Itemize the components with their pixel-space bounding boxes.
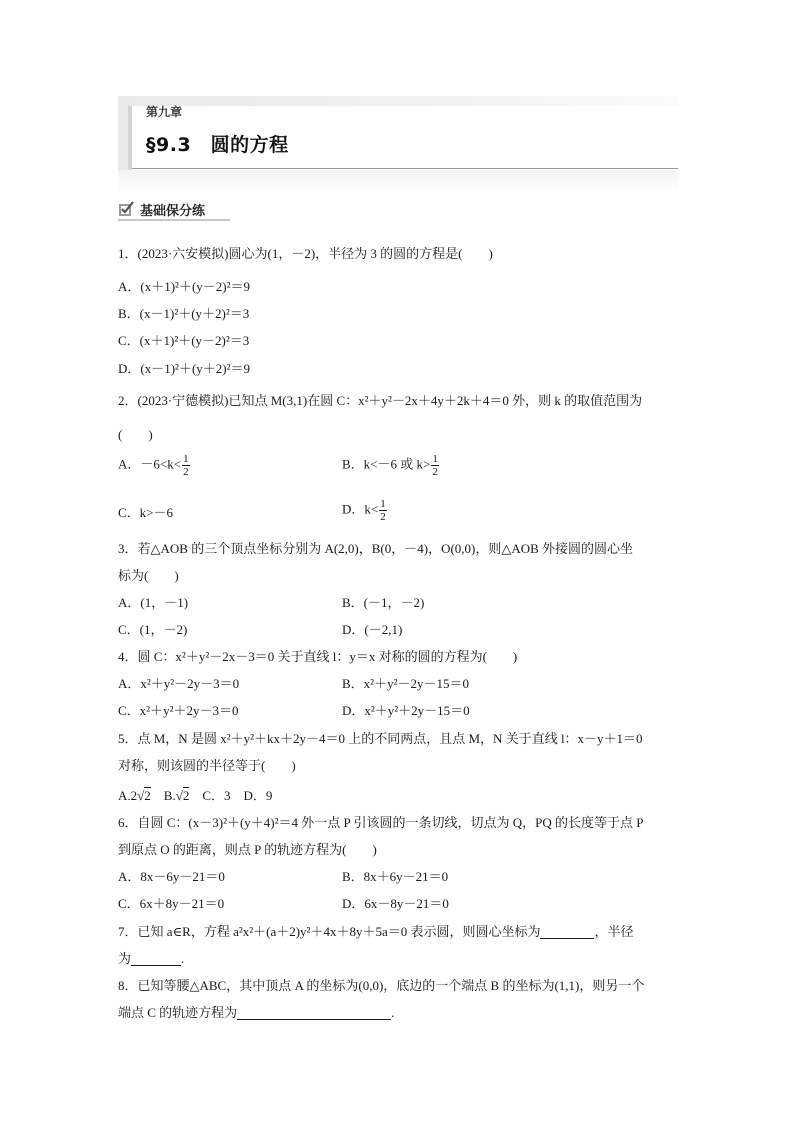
q2-option-d-text: D．k< (342, 501, 379, 517)
q3-option-b: B．(－1，－2) (342, 595, 425, 610)
q1-stem: 1．(2023·六安模拟)圆心为(1，－2)，半径为 3 的圆的方程是( ) (118, 246, 493, 261)
sqrt-sign: √ (137, 788, 145, 803)
q2-option-d (342, 498, 388, 523)
answer-blank[interactable] (131, 951, 181, 966)
q3-option-a: A．(1，－1) (118, 595, 189, 610)
sqrt-sign: √ (175, 788, 183, 803)
section-label: 基础保分练 (140, 204, 206, 219)
q7-stem-cont (118, 950, 184, 968)
q1-option-a: A．(x＋1)²＋(y－2)²＝9 (118, 279, 250, 294)
q8-stem-cont (118, 1004, 394, 1022)
fraction-den: 2 (380, 511, 386, 523)
fraction-num: 1 (183, 453, 189, 465)
q3-stem: 3．若△AOB 的三个顶点坐标分别为 A(2,0)，B(0，－4)，O(0,0)，则△AOB 外接圆的圆心坐 (118, 541, 634, 556)
q6-option-a: A．8x－6y－21＝0 (118, 869, 225, 884)
q3-stem-cont: 标为( ) (118, 568, 179, 583)
q4-option-a: A．x²＋y²－2y－3＝0 (118, 676, 240, 691)
q4-option-c: C．x²＋y²＋2y－3＝0 (118, 703, 239, 718)
q5-option-a: A.2 (118, 788, 138, 803)
q2-stem: 2．(2023·宁德模拟)已知点 M(3,1)在圆 C：x²＋y²－2x＋4y＋2k＋4＝0 外，则 k 的取值范围为 (118, 393, 643, 408)
q5-options (118, 787, 272, 805)
q5-option-a-radicand: 2 (144, 788, 151, 803)
q2-option-b (342, 453, 440, 478)
q5-option-cd: C．3 D．9 (202, 788, 273, 803)
q6-stem-cont: 到原点 O 的距离，则点 P 的轨迹方程为( ) (118, 842, 377, 857)
q4-stem: 4．圆 C：x²＋y²－2x－3＝0 关于直线 l：y＝x 对称的圆的方程为( ) (118, 649, 518, 664)
q7-stem-text: 7．已知 a∈R，方程 a²x²＋(a＋2)y²＋4x＋8y＋5a＝0 表示圆，则圆心坐标为 (118, 924, 541, 939)
banner-divider (132, 168, 678, 169)
q2-option-a (118, 453, 191, 478)
q7-stem-text-4: . (181, 951, 185, 966)
q6-option-b: B．8x＋6y－21＝0 (342, 869, 449, 884)
chapter-label: 第九章 (146, 105, 183, 119)
q4-option-d: D．x²＋y²＋2y－15＝0 (342, 703, 470, 718)
q5-stem-cont: 对称，则该圆的半径等于( ) (118, 758, 296, 773)
q6-option-c: C．6x＋8y－21＝0 (118, 896, 225, 911)
q5-stem: 5．点 M，N 是圆 x²＋y²＋kx＋2y－4＝0 上的不同两点，且点 M，N 关于直线 l：x－y＋1＝0 (118, 731, 643, 746)
q1-option-c: C．(x＋1)²＋(y－2)²＝3 (118, 333, 250, 348)
q8-stem-text: 端点 C 的轨迹方程为 (118, 1005, 238, 1020)
checkbox-check-icon (118, 201, 134, 217)
q7-stem (118, 923, 634, 941)
q2-option-b-text: B．k<－6 或 k> (342, 456, 431, 472)
q5-option-b: B. (163, 788, 176, 803)
q2-option-c: C．k>－6 (118, 505, 174, 520)
section-heading (118, 199, 230, 221)
q3-option-d: D．(－2,1) (342, 622, 403, 637)
answer-blank[interactable] (237, 1005, 391, 1020)
q2-stem-cont: ( ) (118, 427, 153, 442)
fraction-num: 1 (380, 498, 386, 510)
q2-option-a-text: A．－6<k< (118, 456, 182, 472)
section-underline (118, 219, 230, 221)
q8-stem: 8．已知等腰△ABC，其中顶点 A 的坐标为(0,0)，底边的一个端点 B 的坐标为(1,1)，则另一个 (118, 978, 645, 993)
fraction (379, 498, 387, 523)
q5-option-b-radicand: 2 (182, 788, 190, 803)
page-title: §9.3 圆的方程 (146, 134, 289, 156)
q6-option-d: D．6x－8y－21＝0 (342, 896, 449, 911)
fraction-num: 1 (432, 453, 438, 465)
banner-shadow (118, 170, 678, 192)
q7-stem-text-3: 为 (118, 951, 132, 966)
fraction (431, 453, 439, 478)
q1-option-d: D．(x－1)²＋(y＋2)²＝9 (118, 361, 250, 376)
q4-option-b: B．x²＋y²－2y－15＝0 (342, 676, 469, 691)
answer-blank[interactable] (540, 924, 594, 939)
q6-stem: 6．自圆 C：(x－3)²＋(y＋4)²＝4 外一点 P 引该圆的一条切线，切点为 Q，PQ 的长度等于点 P (118, 815, 644, 830)
fraction-den: 2 (432, 466, 438, 478)
fraction (182, 453, 190, 478)
q7-stem-text-2: ，半径 (594, 924, 634, 939)
q8-stem-text-2: . (391, 1005, 395, 1020)
q1-option-b: B．(x－1)²＋(y＋2)²＝3 (118, 306, 250, 321)
q3-option-c: C．(1，－2) (118, 622, 188, 637)
fraction-den: 2 (183, 466, 189, 478)
